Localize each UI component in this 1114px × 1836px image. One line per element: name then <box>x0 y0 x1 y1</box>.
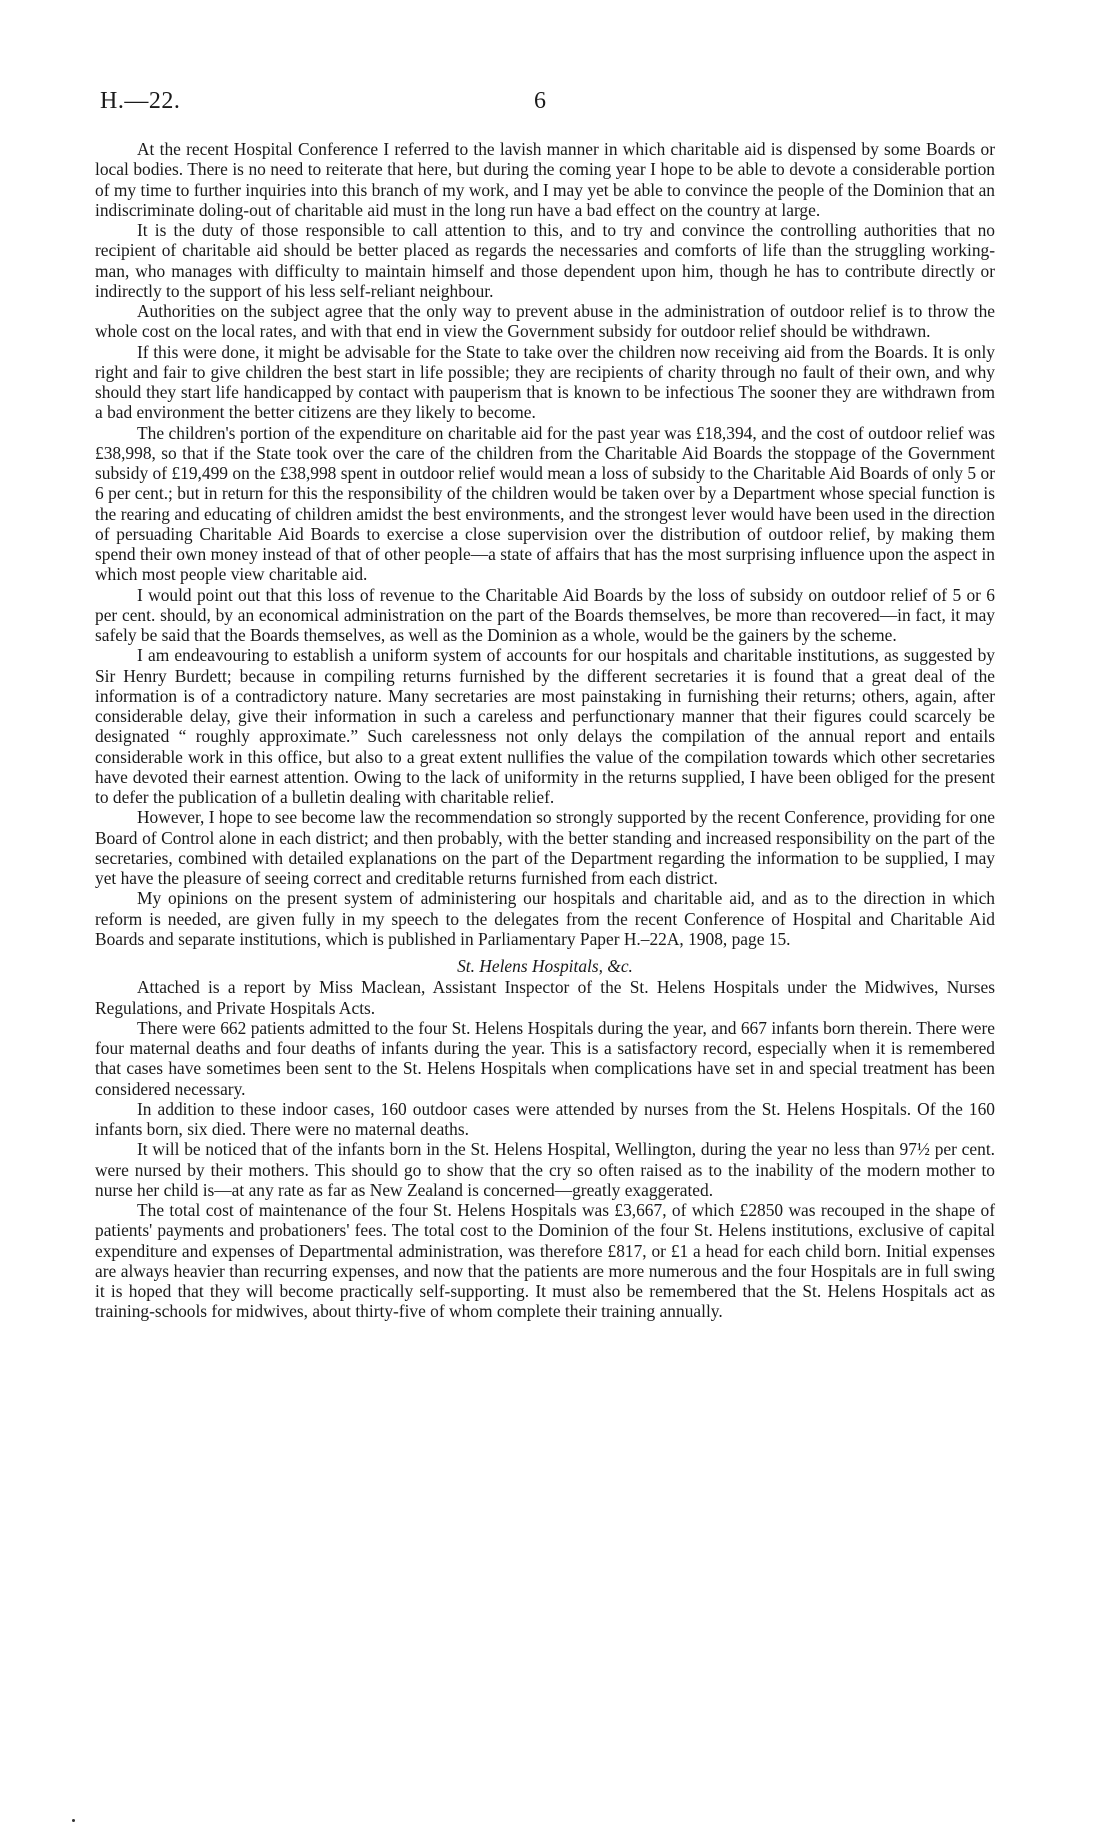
page-header <box>100 88 1000 118</box>
paragraph-authorities-outdoor-relief: Authorities on the subject agree that the only way to prevent abuse in the administration of outdoor relief is to throw the whole cost on the local rates, and with that end in view the Government subsidy for outdoor relief should be withdrawn. <box>95 301 995 342</box>
paragraph-total-cost: The total cost of maintenance of the four St. Helens Hospitals was £3,667, of which £2850 was recouped in the shape of patients' payments and probationers' fees. The total cost to the Dominion of the four St. Helens institutions, exclusive of capital expenditure and expenses of Departmental administration, was therefore £817, or £1 a head for each child born. Initial expenses are always heavier than recurring expenses, and now that the patients are more numerous and the four Hospitals are in full swing it is hoped that they will become practically self-supporting. It must also be remembered that the St. Helens Hospitals act as training-schools for midwives, about thirty-five of whom complete their training annually. <box>95 1200 995 1322</box>
paragraph-patients-admitted: There were 662 patients admitted to the four St. Helens Hospitals during the year, and 667 infants born therein. There were four maternal deaths and four deaths of infants during the year. This is a satisfactory record, especially when it is remembered that cases have sometimes been sent to the St. Helens Hospitals when complications have set in and special treatment has been considered necessary. <box>95 1017 995 1099</box>
paragraph-attached-report: Attached is a report by Miss Maclean, Assistant Inspector of the St. Helens Hospitals under the Midwives, Nurses Regulations, and Private Hospitals Acts. <box>95 977 995 1018</box>
paragraph-outdoor-cases: In addition to these indoor cases, 160 outdoor cases were attended by nurses from the St. Helens Hospitals. Of the 160 infants born, six died. There were no maternal deaths. <box>95 1098 995 1139</box>
paragraph-board-of-control: However, I hope to see become law the recommendation so strongly supported by the recent Conference, providing for one Board of Control alone in each district; and then probably, with the better standing and increased responsibility on the part of the secretaries, combined with detailed explanations on the part of the Department regarding the information to be supplied, I may yet have the pleasure of seeing correct and creditable returns furnished from each district. <box>95 807 995 888</box>
paragraph-lavish-charitable-aid: At the recent Hospital Conference I referred to the lavish manner in which charitable aid is dispensed by some Boards or local bodies. There is no need to reiterate that here, but during the coming year I hope to be able to devote a considerable portion of my time to further inquiries into this branch of my work, and I may yet be able to convince the people of the Dominion that an indiscriminate doling-out of charitable aid must in the long run have a bad effect on the country at large. <box>95 139 995 220</box>
paragraph-infants-nursed: It will be noticed that of the infants born in the St. Helens Hospital, Wellington, during the year no less than 97½ per cent. were nursed by their mothers. This should go to show that the cry so often raised as to the inability of the modern mother to nurse her child is—at any rate as far as New Zealand is concerned—greatly exaggerated. <box>95 1139 995 1200</box>
document-reference: H.—22. <box>100 88 181 114</box>
paragraph-duty-to-call-attention: It is the duty of those responsible to call attention to this, and to try and convince the controlling authorities that no recipient of charitable aid should be better placed as regards the necessaries and comforts of life than the struggling working-man, who manages with difficulty to maintain himself and those dependent upon him, though he has to contribute directly or indirectly to the support of his less self-reliant neighbour. <box>95 220 995 301</box>
section-heading-st-helens: St. Helens Hospitals, &c. <box>457 956 633 976</box>
page-number: 6 <box>534 88 546 114</box>
scan-speck <box>72 1819 75 1822</box>
paragraph-state-take-over-children: If this were done, it might be advisable for the State to take over the children now receiving aid from the Boards. It is only right and fair to give children the best start in life possible; they are recipients of charity through no fault of their own, and why should they start life handicapped by contact with pauperism that is known to be infectious The sooner they are withdrawn from a bad environment the better citizens are they likely to become. <box>95 341 995 423</box>
paragraph-uniform-accounts: I am endeavouring to establish a uniform system of accounts for our hospitals and charitable institutions, as suggested by Sir Henry Burdett; because in compiling returns furnished by the different secretaries it is found that a great deal of the information is of a contradictory nature. Many secretaries are most painstaking in furnishing their returns; others, again, after considerable delay, give their information in such a careless and perfunctionary manner that their figures could scarcely be designated “ roughly approximate.” Such carelessness not only delays the compilation of the annual report and entails considerable work in this office, but also to a great extent nullifies the value of the compilation towards which other secretaries have devoted their earnest attention. Owing to the lack of uniformity in the returns supplied, I have been obliged for the present to defer the publication of a bulletin dealing with charitable relief. <box>95 645 995 807</box>
paragraph-loss-of-revenue: I would point out that this loss of revenue to the Charitable Aid Boards by the loss of subsidy on outdoor relief of 5 or 6 per cent. should, by an economical administration on the part of the Boards themselves, be more than recovered—in fact, it may safely be said that the Boards themselves, as well as the Dominion as a whole, would be the gainers by the scheme. <box>95 584 995 645</box>
paragraph-my-opinions: My opinions on the present system of administering our hospitals and charitable aid, and as to the direction in which reform is needed, are given fully in my speech to the delegates from the recent Conference of Hospital and Charitable Aid Boards and separate institutions, which is published in Parliamentary Paper H.–22A, 1908, page 15. <box>95 888 995 949</box>
paragraph-childrens-expenditure: The children's portion of the expenditure on charitable aid for the past year was £18,394, and the cost of outdoor relief was £38,998, so that if the State took over the care of the children from the Charitable Aid Boards the stoppage of the Government subsidy of £19,499 on the £38,998 spent in outdoor relief would mean a loss of subsidy to the Charitable Aid Boards of only 5 or 6 per cent.; but in return for this the responsibility of the children would be taken over by a Department whose special function is the rearing and educating of children amidst the best environments, and the strongest lever would have been used in the direction of persuading Charitable Aid Boards to exercise a close supervision over the distribution of outdoor relief, by making them spend their own money instead of that of other people—a state of affairs that has the most surprising influence upon the aspect in which most people view charitable aid. <box>95 422 995 585</box>
body-text <box>95 139 995 1322</box>
